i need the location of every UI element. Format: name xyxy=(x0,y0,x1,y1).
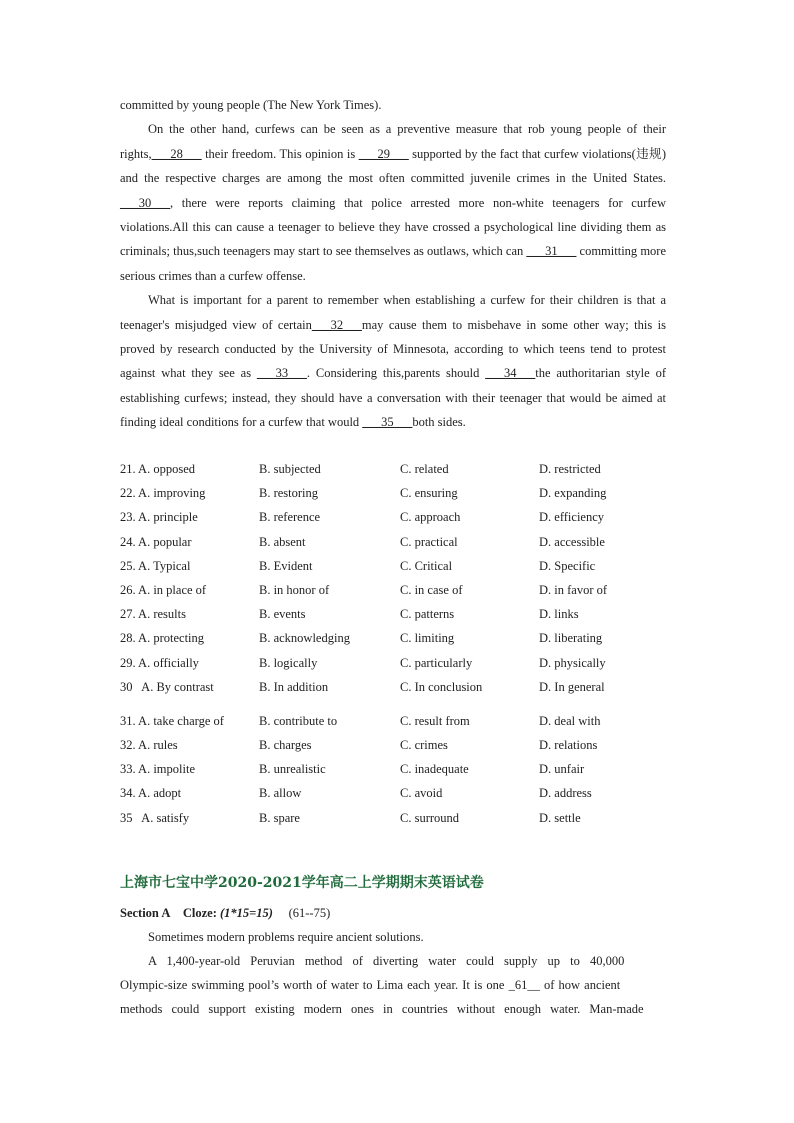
option-a[interactable]: 35 A. satisfy xyxy=(120,810,190,825)
option-c[interactable]: C. surround xyxy=(400,810,460,825)
option-d[interactable]: D. liberating xyxy=(539,631,603,646)
option-d[interactable]: D. address xyxy=(539,786,592,801)
option-d[interactable]: D. links xyxy=(539,607,579,622)
blank-31[interactable]: ___31___ xyxy=(526,244,577,259)
blank-33[interactable]: ___33___ xyxy=(256,366,307,381)
blank-35[interactable]: ___35___ xyxy=(362,415,413,430)
passage-line: committed by young people (The New York Times). xyxy=(120,98,382,112)
option-c[interactable]: C. limiting xyxy=(400,631,455,646)
option-b[interactable]: B. acknowledging xyxy=(259,631,350,646)
option-c[interactable]: C. In conclusion xyxy=(400,679,483,694)
option-c[interactable]: C. practical xyxy=(400,534,458,549)
paragraph-parent-curfew: What is important for a parent to remember when establishing a curfew for their children is that a teenager's misjudged view of certain___32___may cause them to misbehave in some other way; this is proved by research conducted by the University of Minnesota, according to which teens tend to protest against what they see as ___33___. Considering this,parents should ___34___the authoritarian style of establishing curfews; instead, they should have a conversation with their teenager that would be aimed at finding ideal conditions for a curfew that would ___35___both sides. xyxy=(120,293,666,430)
option-a[interactable]: 24. A. popular xyxy=(120,534,192,549)
option-d[interactable]: D. relations xyxy=(539,738,598,753)
cloze-label: Cloze: xyxy=(182,906,220,920)
option-d[interactable]: D. accessible xyxy=(539,534,605,549)
section-label: Section A xyxy=(120,906,171,920)
option-b[interactable]: B. allow xyxy=(259,786,302,801)
option-c[interactable]: C. crimes xyxy=(400,738,448,753)
blank-29[interactable]: ___29___ xyxy=(358,146,409,161)
option-d[interactable]: D. physically xyxy=(539,655,606,670)
option-b[interactable]: B. contribute to xyxy=(259,713,338,728)
option-d[interactable]: D. expanding xyxy=(539,486,607,501)
cloze-passage-new xyxy=(120,925,674,1021)
option-row-23 xyxy=(120,505,680,529)
blank-34[interactable]: ___34___ xyxy=(485,366,536,381)
option-b[interactable]: B. In addition xyxy=(259,679,329,694)
blank-30[interactable]: ___30___ xyxy=(120,195,170,210)
option-a[interactable]: 32. A. rules xyxy=(120,738,178,753)
option-row-26 xyxy=(120,578,680,602)
section-a-header xyxy=(120,901,330,925)
option-a[interactable]: 29. A. officially xyxy=(120,655,199,670)
option-b[interactable]: B. restoring xyxy=(259,486,319,501)
option-row-35 xyxy=(120,806,680,830)
option-b[interactable]: B. reference xyxy=(259,510,321,525)
option-d[interactable]: D. In general xyxy=(539,679,605,694)
option-row-29 xyxy=(120,651,680,675)
paragraph-curfew-preventive: On the other hand, curfews can be seen as a preventive measure that rob young people of their rights,___28___ their freedom. This opinion is ___29___ supported by the fact that curfew violations(违规) and the respective charges are among the most often committed juvenile crimes in the United States. ___30___, there were reports claiming that police arrested more non-white teenagers for curfew violations.All this can cause a teenager to believe they have crossed a psychological line dividing them as criminals; thus,such teenagers may start to see themselves as outlaws, which can ___31___ committing more serious crimes than a curfew offense. xyxy=(120,122,666,283)
option-row-21 xyxy=(120,457,680,481)
option-row-32 xyxy=(120,733,680,757)
option-row-28 xyxy=(120,626,680,650)
passage2-line: Olympic-size swimming pool’s worth of water to Lima each year. It is one _61__ of how ancient xyxy=(120,978,621,992)
option-c[interactable]: C. Critical xyxy=(400,558,453,573)
option-d[interactable]: D. in favor of xyxy=(539,582,608,597)
option-a[interactable]: 28. A. protecting xyxy=(120,631,205,646)
option-row-22 xyxy=(120,481,680,505)
option-a[interactable]: 30 A. By contrast xyxy=(120,679,214,694)
option-a[interactable]: 25. A. Typical xyxy=(120,558,191,573)
option-b[interactable]: B. spare xyxy=(259,810,300,825)
option-row-24 xyxy=(120,530,680,554)
option-c[interactable]: C. ensuring xyxy=(400,486,458,501)
option-a[interactable]: 33. A. impolite xyxy=(120,762,195,777)
passage2-line: A 1,400-year-old Peruvian method of diverting water could supply up to 40,000 xyxy=(148,954,625,968)
option-a[interactable]: 27. A. results xyxy=(120,607,186,622)
blank-32[interactable]: ___32___ xyxy=(311,317,362,332)
option-row-30 xyxy=(120,675,680,699)
option-b[interactable]: B. unrealistic xyxy=(259,762,326,777)
option-b[interactable]: B. logically xyxy=(259,655,318,670)
option-c[interactable]: C. approach xyxy=(400,510,461,525)
option-row-33 xyxy=(120,757,680,781)
exam-title: 上海市七宝中学2020-2021学年高二上学期期末英语试卷 xyxy=(120,875,484,891)
blank-28[interactable]: ___28___ xyxy=(151,146,202,161)
option-a[interactable]: 22. A. improving xyxy=(120,486,206,501)
passage2-line: Sometimes modern problems require ancient solutions. xyxy=(148,930,424,944)
option-a[interactable]: 23. A. principle xyxy=(120,510,198,525)
option-c[interactable]: C. inadequate xyxy=(400,762,469,777)
score-label: (1*15=15) xyxy=(220,906,273,920)
option-d[interactable]: D. Specific xyxy=(539,558,596,573)
question-range: (61--75) xyxy=(288,906,331,920)
option-b[interactable]: B. absent xyxy=(259,534,306,549)
cloze-passage-continued xyxy=(120,93,666,435)
option-d[interactable]: D. settle xyxy=(539,810,581,825)
option-a[interactable]: 31. A. take charge of xyxy=(120,713,224,728)
option-c[interactable]: C. related xyxy=(400,462,449,476)
option-b[interactable]: B. in honor of xyxy=(259,582,330,597)
option-row-31 xyxy=(120,709,680,733)
option-d[interactable]: D. restricted xyxy=(539,462,601,476)
passage2-line: methods could support existing modern ones in countries without enough water. Man-made xyxy=(120,1002,644,1016)
option-row-34 xyxy=(120,781,680,805)
option-c[interactable]: C. patterns xyxy=(400,607,455,622)
option-row-25 xyxy=(120,554,680,578)
option-d[interactable]: D. efficiency xyxy=(539,510,605,525)
option-c[interactable]: C. avoid xyxy=(400,786,443,801)
option-b[interactable]: B. events xyxy=(259,607,306,622)
option-c[interactable]: C. result from xyxy=(400,713,470,728)
option-a[interactable]: 26. A. in place of xyxy=(120,582,207,597)
option-b[interactable]: B. charges xyxy=(259,738,312,753)
option-c[interactable]: C. in case of xyxy=(400,582,463,597)
option-row-27 xyxy=(120,602,680,626)
option-b[interactable]: B. Evident xyxy=(259,558,313,573)
option-d[interactable]: D. unfair xyxy=(539,762,585,777)
option-c[interactable]: C. particularly xyxy=(400,655,473,670)
answer-options xyxy=(120,457,680,830)
option-a[interactable]: 34. A. adopt xyxy=(120,786,182,801)
option-b[interactable]: B. subjected xyxy=(259,462,321,476)
option-a[interactable]: 21. A. opposed xyxy=(120,462,195,476)
option-d[interactable]: D. deal with xyxy=(539,713,601,728)
